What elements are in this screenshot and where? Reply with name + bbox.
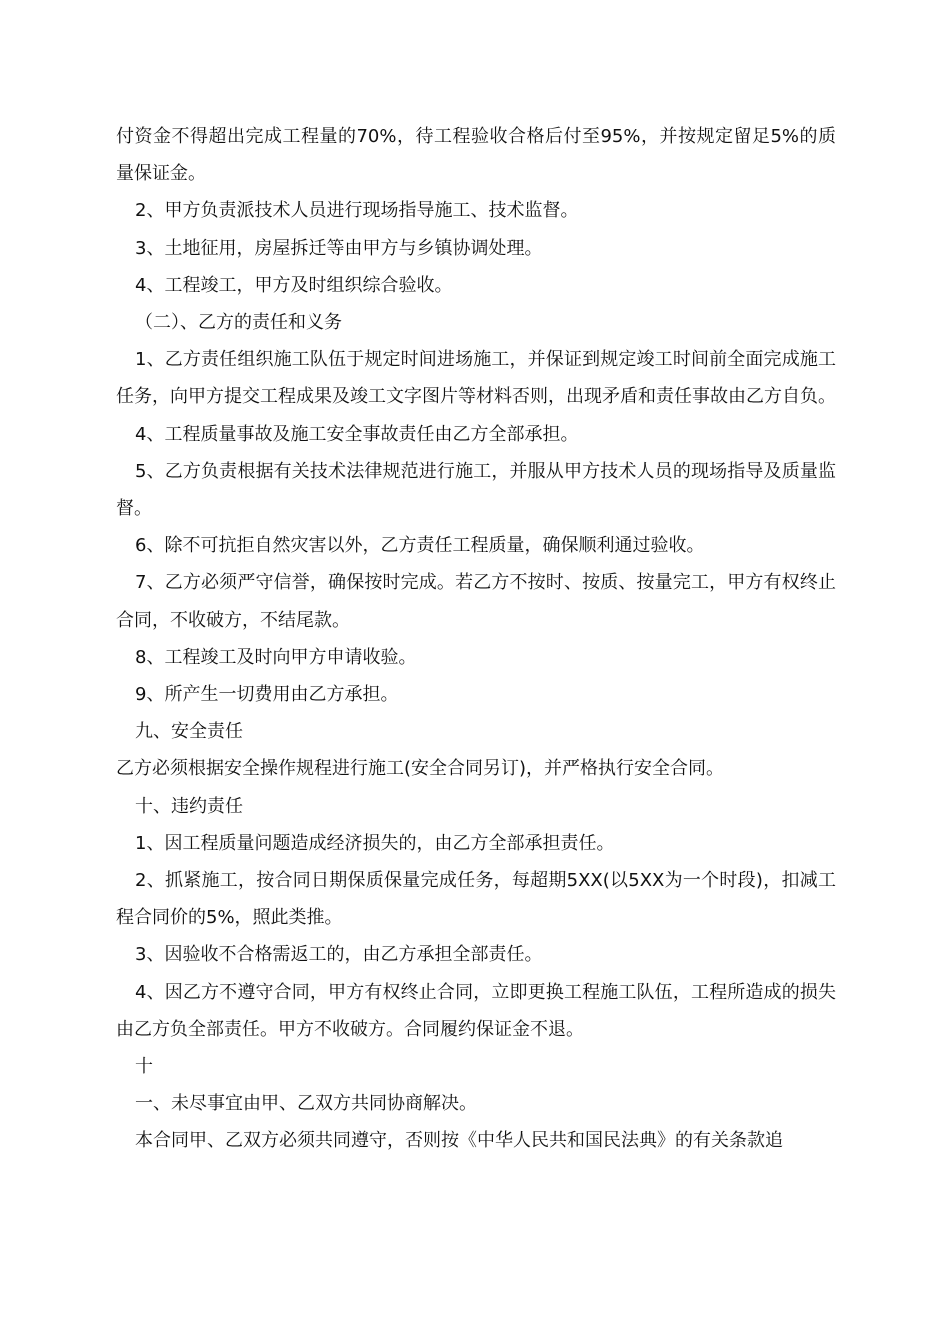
section-heading-eleven: 十: [135, 1056, 153, 1078]
section-heading-safety: 九、安全责任: [135, 721, 243, 743]
paragraph-unresolved-matters: 一、未尽事宜由甲、乙双方共同协商解决。: [135, 1093, 477, 1115]
paragraph-land-acquisition: 3、土地征用，房屋拆迁等由甲方与乡镇协调处理。: [135, 237, 543, 259]
paragraph-party-a-technical-staff: 2、甲方负责派技术人员进行现场指导施工、技术监督。: [135, 200, 579, 222]
document-body: [116, 118, 836, 1160]
paragraph-inspection-request: 8、工程竣工及时向甲方申请收验。: [135, 646, 417, 668]
paragraph-payment-terms: 付资金不得超出完成工程量的70%，待工程验收合格后付至95%，并按规定留足5%的质量保证金。: [116, 126, 836, 185]
paragraph-delay-penalty: 2、抓紧施工，按合同日期保质保量完成任务，每超期5XX(以5XX为一个时段)，扣减工程合同价的5%，照此类推。: [116, 870, 836, 929]
paragraph-termination: 4、因乙方不遵守合同，甲方有权终止合同，立即更换工程施工队伍，工程所造成的损失由乙方负全部责任。甲方不收破方。合同履约保证金不退。: [116, 981, 836, 1040]
paragraph-quality-loss: 1、因工程质量问题造成经济损失的，由乙方全部承担责任。: [135, 832, 615, 854]
paragraph-quality-safety-liability: 4、工程质量事故及施工安全事故责任由乙方全部承担。: [135, 423, 579, 445]
paragraph-rework: 3、因验收不合格需返工的，由乙方承担全部责任。: [135, 944, 543, 966]
paragraph-compliance: 本合同甲、乙双方必须共同遵守，否则按《中华人民共和国民法典》的有关条款追: [135, 1130, 783, 1152]
paragraph-force-majeure: 6、除不可抗拒自然灾害以外，乙方责任工程质量，确保顺利通过验收。: [135, 535, 705, 557]
section-heading-breach: 十、违约责任: [135, 795, 243, 817]
paragraph-safety-rules: 乙方必须根据安全操作规程进行施工(安全合同另订)，并严格执行安全合同。: [116, 758, 725, 780]
paragraph-technical-standards: 5、乙方负责根据有关技术法律规范进行施工，并服从甲方技术人员的现场指导及质量监督。: [116, 460, 836, 520]
paragraph-timely-completion: 7、乙方必须严守信誉，确保按时完成。若乙方不按时、按质、按量完工，甲方有权终止合同，不收破方，不结尾款。: [116, 572, 836, 631]
paragraph-completion-acceptance: 4、工程竣工，甲方及时组织综合验收。: [135, 274, 453, 296]
section-heading-party-b-duties: （二）、乙方的责任和义务: [135, 312, 342, 334]
paragraph-costs: 9、所产生一切费用由乙方承担。: [135, 684, 399, 706]
paragraph-party-b-construction: 1、乙方责任组织施工队伍于规定时间进场施工，并保证到规定竣工时间前全面完成施工任务，向甲方提交工程成果及竣工文字图片等材料否则，出现矛盾和责任事故由乙方自负。: [116, 349, 836, 408]
